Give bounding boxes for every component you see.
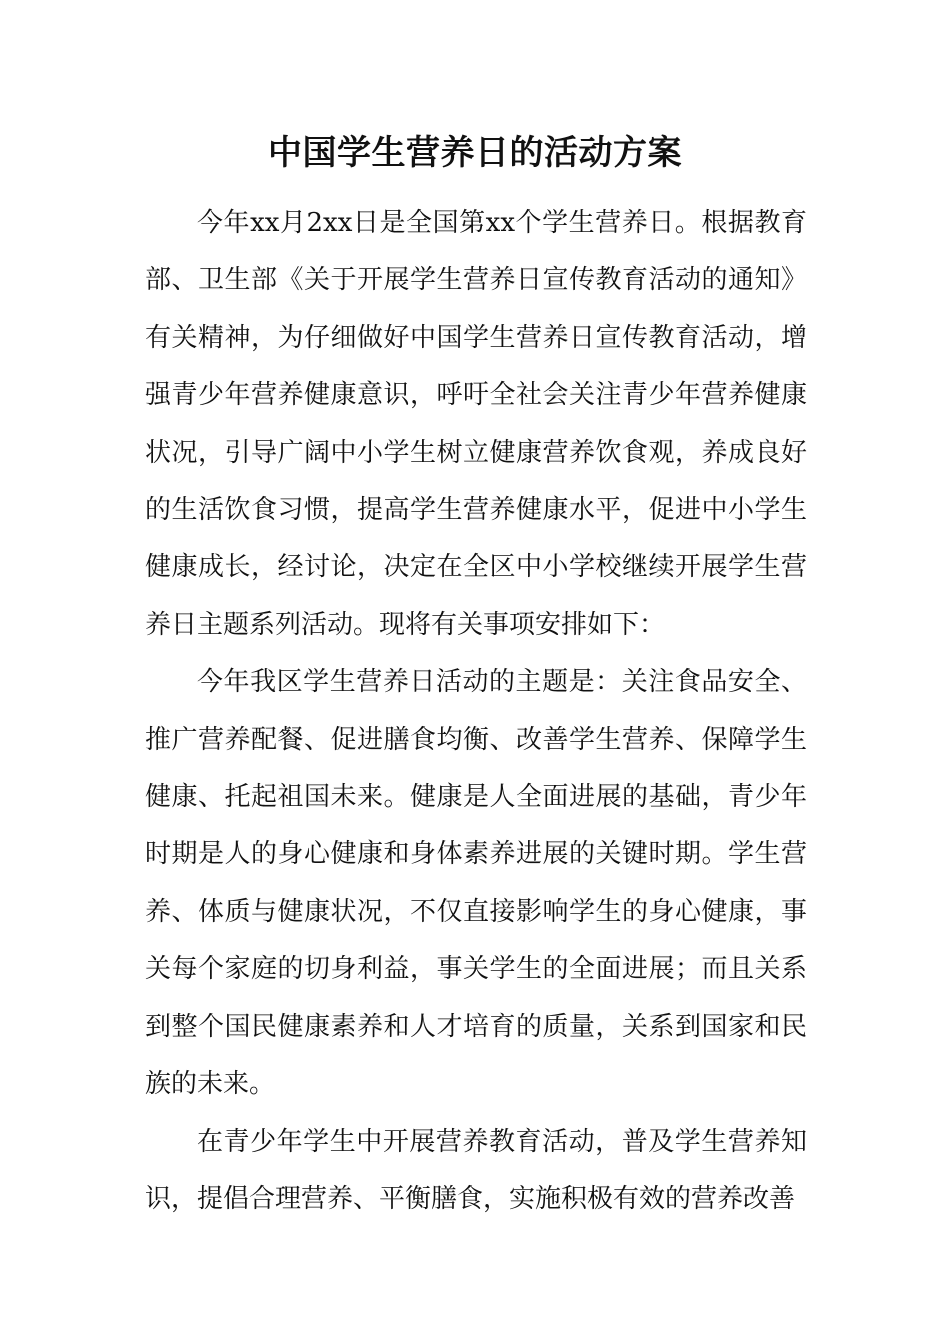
paragraph-intro: 今年xx月2xx日是全国第xx个学生营养日。根据教育部、卫生部《关于开展学生营养日宣传教育活动的通知》有关精神，为仔细做好中国学生营养日宣传教育活动，增强青少年营养健康意识，呼吁全社会关注青少年营养健康状况，引导广阔中小学生树立健康营养饮食观，养成良好的生活饮食习惯，提高学生营养健康水平，促进中小学生健康成长，经讨论，决定在全区中小学校继续开展学生营养日主题系列活动。现将有关事项安排如下： [145, 208, 807, 640]
paragraph-theme: 今年我区学生营养日活动的主题是：关注食品安全、推广营养配餐、促进膳食均衡、改善学生营养、保障学生健康、托起祖国未来。健康是人全面进展的基础，青少年时期是人的身心健康和身体素养进展的关键时期。学生营养、体质与健康状况，不仅直接影响学生的身心健康，事关每个家庭的切身利益，事关学生的全面进展；而且关系到整个国民健康素养和人才培育的质量，关系到国家和民族的未来。 [145, 667, 807, 1100]
document-body [145, 195, 807, 1228]
paragraph-education: 在青少年学生中开展营养教育活动，普及学生营养知识，提倡合理营养、平衡膳食，实施积极有效的营养改善 [145, 1126, 807, 1214]
document-title: 中国学生营养日的活动方案 [268, 133, 682, 173]
